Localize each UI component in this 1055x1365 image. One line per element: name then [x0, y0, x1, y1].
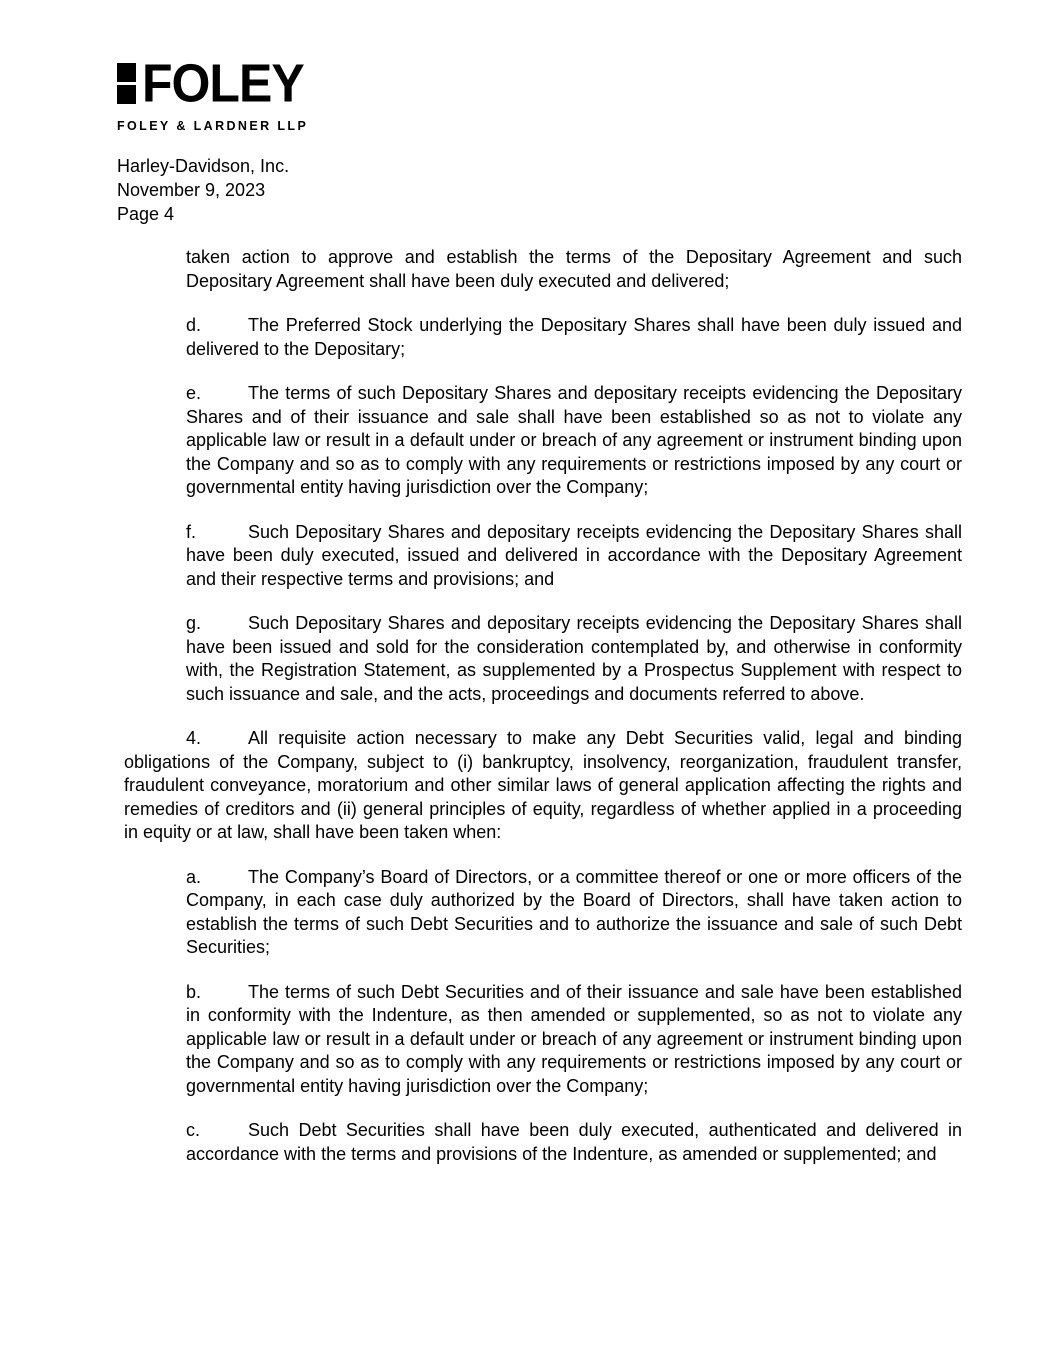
item-label: b.: [186, 981, 202, 1002]
item-label: 4.: [186, 728, 202, 748]
item-label: d.: [186, 315, 202, 335]
item-text: Such Depositary Shares and depositary receipts evidencing the Depositary Shares shall have been issued and sold for the consideration contemplated by, and otherwise in conformity with, the Registration Statement, as supplemented by a Prospectus Supplement with respect to such issuance and sale, and the acts, proceedings and documents referred to above.: [186, 613, 962, 704]
item-label: c.: [186, 1120, 201, 1140]
item-label: a.: [186, 866, 202, 887]
addressee: Harley-Davidson, Inc.: [117, 156, 290, 176]
paragraph-3g: [186, 612, 962, 706]
paragraph-3e: [186, 382, 962, 500]
item-text: Such Debt Securities shall have been duly executed, authenticated and delivered in accordance with the terms and provisions of the Indenture, as amended or supplemented; and: [186, 1120, 962, 1164]
logo-wordmark: FOLEY: [142, 53, 304, 114]
letter-date: November 9, 2023: [117, 180, 266, 200]
logo-squares-icon: [117, 63, 136, 104]
item-text: The terms of such Depositary Shares and depositary receipts evidencing the Depositary Shares and of their issuance and sale shall have been established so as not to violate any applicable law or result in a default under or breach of any agreement or instrument binding upon the Company and so as to comply with any requirements or restrictions imposed by any court or governmental entity having jurisdiction over the Company;: [186, 383, 962, 497]
letter-body: [124, 246, 962, 1187]
item-text: The Company’s Board of Directors, or a committee thereof or one or more officers of the Company, in each case duly authorized by the Board of Directors, shall have taken action to establish the terms of such Debt Securities and to authorize the issuance and sale of such Debt Securities;: [186, 866, 962, 957]
paragraph-3f: [186, 521, 962, 592]
item-text: Such Depositary Shares and depositary receipts evidencing the Depositary Shares shall have been duly executed, issued and delivered in accordance with the Depositary Agreement and their respective terms and provisions; and: [186, 521, 962, 589]
logo-mark: [117, 53, 308, 114]
paragraph-3d: [186, 314, 962, 361]
logo-subtitle: FOLEY & LARDNER LLP: [117, 119, 309, 133]
paragraph-4: [124, 727, 962, 845]
paragraph-4c: [186, 1119, 962, 1166]
item-text: The Preferred Stock underlying the Depositary Shares shall have been duly issued and delivered to the Depositary;: [186, 315, 962, 359]
continuation-paragraph: taken action to approve and establish the terms of the Depositary Agreement and such Depositary Agreement shall have been duly executed and delivered;: [186, 247, 962, 291]
paragraph-4a: [186, 866, 962, 960]
paragraph-4b: [186, 981, 962, 1099]
item-text: All requisite action necessary to make any Debt Securities valid, legal and binding obligations of the Company, subject to (i) bankruptcy, insolvency, reorganization, fraudulent transfer, fraudulent conveyance, moratorium and other similar laws of general application affecting the rights and remedies of creditors and (ii) general principles of equity, regardless of whether applied in a proceeding in equity or at law, shall have been taken when:: [124, 728, 962, 842]
foley-logo: [117, 53, 309, 133]
item-label: e.: [186, 383, 202, 403]
item-label: g.: [186, 613, 202, 633]
item-label: f.: [186, 521, 197, 542]
item-text: The terms of such Debt Securities and of their issuance and sale have been established in conformity with the Indenture, as then amended or supplemented, so as not to violate any applicable law or result in a default under or breach of any agreement or instrument binding upon the Company and so as to comply with any requirements or restrictions imposed by any court or governmental entity having jurisdiction over the Company;: [186, 981, 962, 1096]
letter-header: [117, 154, 289, 226]
page-number: Page 4: [117, 204, 175, 224]
